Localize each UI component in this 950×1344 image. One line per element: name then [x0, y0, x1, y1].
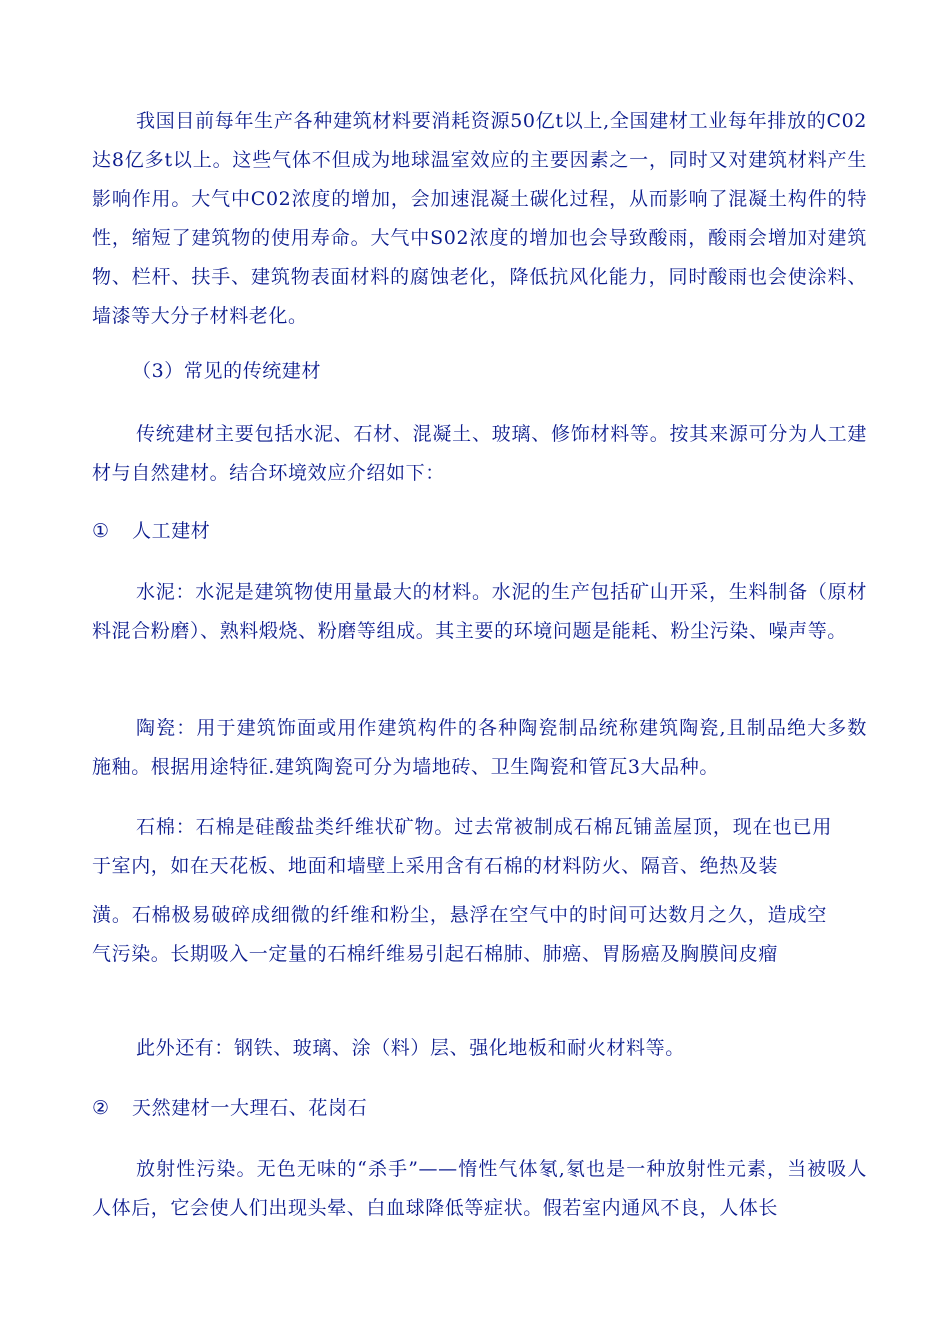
paragraph-co2-emissions: 我国目前每年生产各种建筑材料要消耗资源50亿t以上,全国建材工业每年排放的C02达8亿多t以上。这些气体不但成为地球温室效应的主要因素之一，同时又对建筑材料产生影响作用。大气中C02浓度的增加，会加速混凝土碳化过程，从而影响了混凝土构件的特性，缩短了建筑物的使用寿命。大气中S02浓度的增加也会导致酸雨，酸雨会增加对建筑物、栏杆、扶手、建筑物表面材料的腐蚀老化，降低抗风化能力，同时酸雨也会使涂料、墙漆等大分子材料老化。	[92, 110, 867, 327]
heading-traditional-materials: （3）常见的传统建材	[132, 360, 322, 382]
paragraph-asbestos-part1: 石棉：石棉是硅酸盐类纤维状矿物。过去常被制成石棉瓦铺盖屋顶，现在也已用于室内，如在天花板、地面和墙壁上采用含有石棉的材料防火、隔音、绝热及装	[92, 816, 832, 877]
paragraph-radiation: 放射性污染。无色无味的“杀手”——惰性气体氡,氡也是一种放射性元素，当被吸人人体后，它会使人们出现头晕、白血球降低等症状。假若室内通风不良，人体长	[92, 1158, 867, 1219]
paragraph-other-materials: 此外还有：钢铁、玻璃、涂（料）层、强化地板和耐火材料等。	[136, 1037, 685, 1059]
paragraph-traditional-intro: 传统建材主要包括水泥、石材、混凝土、玻璃、修饰材料等。按其来源可分为人工建材与自然建材。结合环境效应介绍如下：	[92, 423, 867, 484]
paragraph-ceramics: 陶瓷：用于建筑饰面或用作建筑构件的各种陶瓷制品统称建筑陶瓷,且制品绝大多数施釉。根据用途特征.建筑陶瓷可分为墙地砖、卫生陶瓷和管瓦3大品种。	[92, 717, 867, 778]
paragraph-cement: 水泥：水泥是建筑物使用量最大的材料。水泥的生产包括矿山开采，生料制备（原材料混合粉磨）、熟料煅烧、粉磨等组成。其主要的环境问题是能耗、粉尘污染、噪声等。	[92, 581, 867, 642]
heading-text: 天然建材一大理石、花岗石	[132, 1097, 368, 1119]
heading-number: ①	[92, 520, 110, 542]
heading-number: ②	[92, 1097, 110, 1119]
paragraph-asbestos-part2: 潢。石棉极易破碎成细微的纤维和粉尘，悬浮在空气中的时间可达数月之久，造成空气污染。长期吸入一定量的石棉纤维易引起石棉肺、肺癌、胃肠癌及胸膜间皮瘤	[92, 904, 827, 965]
heading-artificial-materials	[92, 512, 867, 551]
heading-text: 人工建材	[132, 520, 211, 542]
heading-natural-materials	[92, 1089, 867, 1128]
